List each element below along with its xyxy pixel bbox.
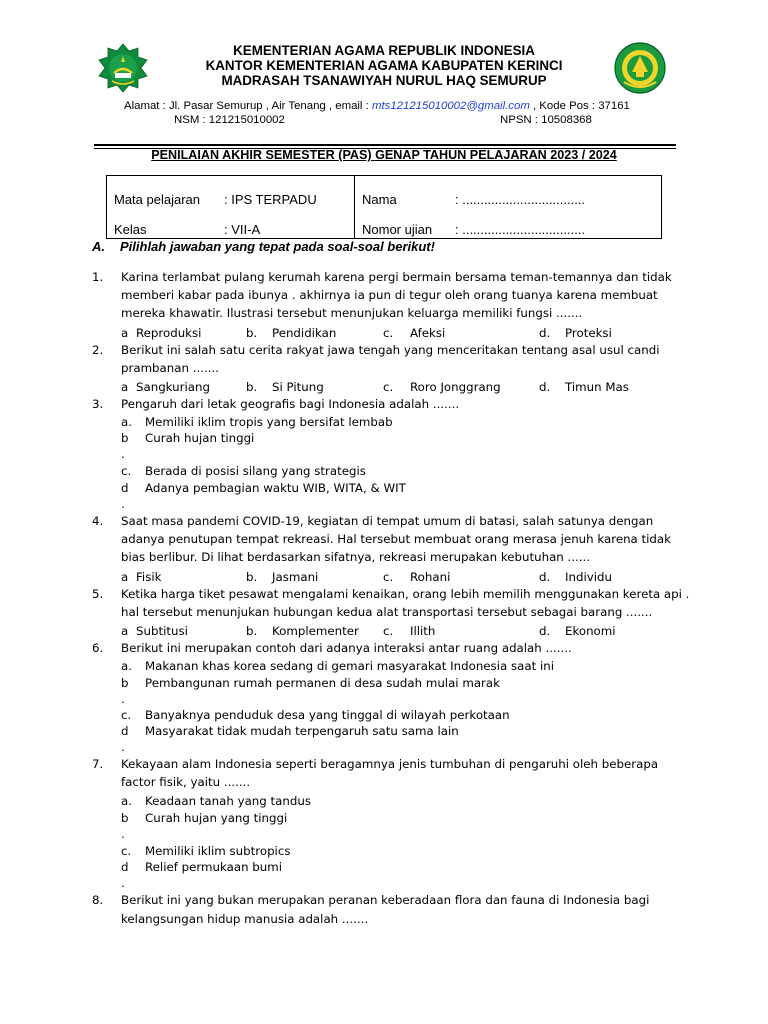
- question-text: Karina terlambat pulang kerumah karena pergi bermain bersama teman-temannya dan tidak: [121, 270, 672, 284]
- option-label: c.: [121, 464, 132, 478]
- question-text: Berikut ini salah satu cerita rakyat jawa tengah yang menceritakan tentang asal usul candi: [121, 343, 660, 357]
- class-value: : VII-A: [224, 222, 261, 237]
- question-number: 7.: [92, 757, 104, 771]
- option-text: Curah hujan yang tinggi: [145, 811, 288, 825]
- exam-title: PENILAIAN AKHIR SEMESTER (PAS) GENAP TAHUN PELAJARAN 2023 / 2024: [151, 148, 617, 162]
- option-label: c.: [383, 624, 394, 638]
- section-instruction: A. Pilihlah jawaban yang tepat pada soal-soal berikut!: [92, 239, 435, 254]
- option-text: Proteksi: [565, 326, 612, 340]
- stray-dot: .: [121, 497, 125, 511]
- option-text: Berada di posisi silang yang strategis: [145, 464, 366, 478]
- option-text: Rohani: [410, 570, 451, 584]
- stray-dot: .: [121, 692, 125, 706]
- option-text: Memiliki iklim subtropics: [145, 844, 291, 858]
- question-text: Ketika harga tiket pesawat mengalami kenaikan, orang lebih memilih menggunakan kereta api .: [121, 587, 690, 601]
- question-number: 8.: [92, 893, 104, 907]
- school-address: Alamat : Jl. Pasar Semurup , Air Tenang , email : mts121215010002@gmail.com , Kode Pos : 37161: [124, 100, 630, 112]
- option-text: Ekonomi: [565, 624, 616, 638]
- option-label: b.: [246, 380, 258, 394]
- question-text: Berikut ini merupakan contoh dari adanya interaksi antar ruang adalah .......: [121, 641, 572, 655]
- exam-number-label: Nomor ujian: [362, 222, 433, 237]
- stray-dot: .: [121, 827, 125, 841]
- question-text: prambanan .......: [121, 361, 219, 375]
- option-label: d.: [539, 624, 551, 638]
- school-name: MADRASAH TSANAWIYAH NURUL HAQ SEMURUP: [221, 73, 547, 88]
- question-text: bias berlibur. Di lihat berdasarkan sifatnya, rekreasi merupakan kebutuhan ......: [121, 550, 591, 564]
- option-label: b: [121, 676, 129, 690]
- name-label: Nama: [362, 192, 397, 207]
- class-label: Kelas: [114, 222, 147, 237]
- option-text: Pembangunan rumah permanen di desa sudah mulai marak: [145, 676, 500, 690]
- option-text: Keadaan tanah yang tandus: [145, 794, 311, 808]
- option-label: a: [121, 570, 129, 584]
- option-text: Relief permukaan bumi: [145, 860, 283, 874]
- option-text: Illith: [410, 624, 436, 638]
- option-label: a: [121, 380, 129, 394]
- question-text: kelangsungan hidup manusia adalah .......: [121, 912, 369, 926]
- option-label: d.: [539, 326, 551, 340]
- question-number: 5.: [92, 587, 104, 601]
- option-label: d: [121, 724, 129, 738]
- office-title: KANTOR KEMENTERIAN AGAMA KABUPATEN KERINCI: [205, 58, 563, 73]
- option-label: b: [121, 811, 129, 825]
- question-text: mereka khawatir. Ilustrasi tersebut menunjukan keluarga memiliki fungsi .......: [121, 306, 583, 320]
- option-text: Afeksi: [410, 326, 446, 340]
- question-text: factor fisik, yaitu .......: [121, 775, 251, 789]
- question-number: 1.: [92, 270, 104, 284]
- option-text: Makanan khas korea sedang di gemari masyarakat Indonesia saat ini: [145, 659, 554, 673]
- option-text: Masyarakat tidak mudah terpengaruh satu sama lain: [145, 724, 459, 738]
- option-text: Si Pitung: [272, 380, 324, 394]
- option-label: a.: [121, 415, 132, 429]
- option-text: Pendidikan: [272, 326, 337, 340]
- option-label: d.: [539, 570, 551, 584]
- subject-label: Mata pelajaran: [114, 192, 200, 207]
- question-number: 2.: [92, 343, 104, 357]
- stray-dot: .: [121, 740, 125, 754]
- question-text: Pengaruh dari letak geografis bagi Indonesia adalah .......: [121, 397, 460, 411]
- option-text: Curah hujan tinggi: [145, 431, 255, 445]
- option-text: Jasmani: [272, 570, 319, 584]
- option-label: c.: [383, 570, 394, 584]
- option-label: a.: [121, 794, 132, 808]
- option-label: b: [121, 431, 129, 445]
- option-label: d: [121, 860, 129, 874]
- option-label: c.: [383, 380, 394, 394]
- option-text: Timun Mas: [565, 380, 629, 394]
- option-label: b.: [246, 570, 258, 584]
- option-text: Memiliki iklim tropis yang bersifat lembab: [145, 415, 393, 429]
- option-text: Adanya pembagian waktu WIB, WITA, & WIT: [145, 481, 406, 495]
- ministry-title: KEMENTERIAN AGAMA REPUBLIK INDONESIA: [233, 43, 535, 58]
- option-text: Komplementer: [272, 624, 359, 638]
- option-label: b.: [246, 326, 258, 340]
- question-text: adanya penutupan tempat rekreasi. Hal tersebut membuat orang merasa jenuh karena tidak: [121, 532, 671, 546]
- info-box-divider: [354, 175, 355, 239]
- question-number: 4.: [92, 514, 104, 528]
- option-text: Subtitusi: [136, 624, 188, 638]
- option-label: d.: [539, 380, 551, 394]
- option-text: Individu: [565, 570, 612, 584]
- option-label: a: [121, 624, 129, 638]
- question-number: 3.: [92, 397, 104, 411]
- question-text: Kekayaan alam Indonesia seperti beragamnya jenis tumbuhan di pengaruhi oleh beberapa: [121, 757, 659, 771]
- option-text: Reproduksi: [136, 326, 202, 340]
- stray-dot: .: [121, 447, 125, 461]
- option-text: Roro Jonggrang: [410, 380, 501, 394]
- option-label: a.: [121, 659, 132, 673]
- option-text: Sangkuriang: [136, 380, 210, 394]
- name-value: : ..................................: [455, 192, 586, 207]
- option-label: a: [121, 326, 129, 340]
- option-label: c.: [121, 844, 132, 858]
- option-label: c.: [383, 326, 394, 340]
- option-label: d: [121, 481, 129, 495]
- subject-value: : IPS TERPADU: [224, 192, 317, 207]
- option-text: Fisik: [136, 570, 162, 584]
- question-text: memberi kabar pada ibunya . akhirnya ia pun di tegur oleh orang tuanya karena membuat: [121, 288, 658, 302]
- exam-number-value: : ..................................: [455, 222, 586, 237]
- stray-dot: .: [121, 876, 125, 890]
- question-text: Berikut ini yang bukan merupakan peranan keberadaan flora dan fauna di Indonesia bagi: [121, 893, 650, 907]
- header-divider: [94, 144, 676, 146]
- nsm-number: NSM : 121215010002: [174, 114, 285, 126]
- option-text: Banyaknya penduduk desa yang tinggal di wilayah perkotaan: [145, 708, 510, 722]
- option-label: c.: [121, 708, 132, 722]
- npsn-number: NPSN : 10508368: [500, 114, 592, 126]
- option-label: b.: [246, 624, 258, 638]
- question-text: Saat masa pandemi COVID-19, kegiatan di tempat umum di batasi, salah satunya dengan: [121, 514, 654, 528]
- question-number: 6.: [92, 641, 104, 655]
- school-email: mts121215010002@gmail.com: [371, 100, 530, 112]
- question-text: hal tersebut menunjukan hubungan kedua alat transportasi tersebut sebagai barang .......: [121, 605, 653, 619]
